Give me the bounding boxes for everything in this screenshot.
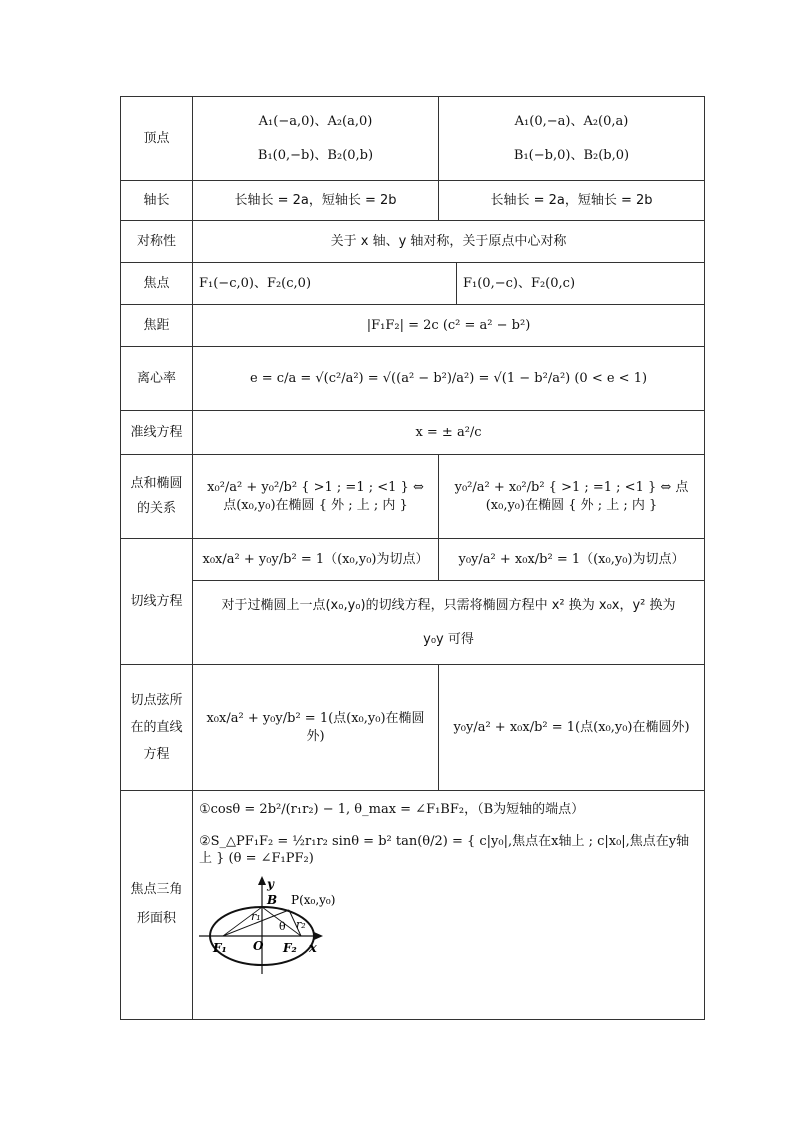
label-y: y <box>267 876 274 891</box>
label-f1: F₁ <box>213 940 227 955</box>
label-o: O <box>253 938 264 953</box>
x-axis-arrow <box>314 932 323 940</box>
row-point-relation <box>121 455 705 539</box>
label-eccentricity: 离心率 <box>121 347 193 411</box>
axis-vertical: 长轴长 = 2a，短轴长 = 2b <box>439 181 705 221</box>
row-directrix <box>121 411 705 455</box>
y-axis-arrow <box>258 876 266 885</box>
label-axis: 轴长 <box>121 181 193 221</box>
axis-horizontal: 长轴长 = 2a，短轴长 = 2b <box>193 181 439 221</box>
label-x: x <box>309 940 317 956</box>
label-r2: r₂ <box>296 917 306 931</box>
label-f2: F₂ <box>283 940 297 955</box>
vertex-horizontal <box>193 97 439 181</box>
point-relation-vertical: y₀²/a² + x₀²/b² { >1 ; =1 ; <1 } ⇔ 点(x₀,y₀)在椭圆 { 外 ; 上 ; 内 } <box>439 455 705 539</box>
chord-vertical: y₀y/a² + x₀x/b² = 1(点(x₀,y₀)在椭圆外) <box>439 665 705 791</box>
chord-horizontal: x₀x/a² + y₀y/b² = 1(点(x₀,y₀)在椭圆外) <box>193 665 439 791</box>
label-theta: θ <box>279 919 286 933</box>
label-symmetry: 对称性 <box>121 221 193 263</box>
foci-horizontal: F₁(−c,0)、F₂(c,0) <box>193 263 457 305</box>
point-relation-horizontal: x₀²/a² + y₀²/b² { >1 ; =1 ; <1 } ⇔ 点(x₀,y₀)在椭圆 { 外 ; 上 ; 内 } <box>193 455 439 539</box>
focal-triangle-item2: ②S_△PF₁F₂ = ½r₁r₂ sinθ = b² tan(θ/2) = { c|y₀|,焦点在x轴上 ; c|x₀|,焦点在y轴上 } (θ = ∠F₁PF₂) <box>199 833 690 867</box>
label-foci: 焦点 <box>121 263 193 305</box>
label-tangent: 切线方程 <box>121 539 193 665</box>
directrix-text: x = ± a²/c <box>193 411 705 455</box>
label-point-relation: 点和椭圆的关系 <box>121 455 193 539</box>
eccentricity-text: e = c/a = √(c²/a²) = √((a² − b²)/a²) = √(1 − b²/a²) (0 < e < 1) <box>193 347 705 411</box>
row-foci <box>121 263 705 305</box>
tangent-horizontal: x₀x/a² + y₀y/b² = 1（(x₀,y₀)为切点） <box>193 539 439 581</box>
vertex-h-line1: A₁(−a,0)、A₂(a,0) <box>258 113 373 129</box>
tangent-note-line2: y₀y 可得 <box>423 631 474 647</box>
vertex-h-line2: B₁(0,−b)、B₂(0,b) <box>257 147 374 163</box>
tangent-note <box>193 581 705 665</box>
label-focal-triangle: 焦点三角形面积 <box>121 791 193 1020</box>
label-chord: 切点弦所在的直线方程 <box>121 665 193 791</box>
vertex-vertical <box>439 97 705 181</box>
label-b: B <box>267 892 278 907</box>
row-vertex <box>121 97 705 181</box>
symmetry-text: 关于 x 轴、y 轴对称，关于原点中心对称 <box>193 221 705 263</box>
vertex-v-line2: B₁(−b,0)、B₂(b,0) <box>513 147 630 163</box>
row-focal-distance <box>121 305 705 347</box>
label-focal-distance: 焦距 <box>121 305 193 347</box>
row-eccentricity <box>121 347 705 411</box>
row-focal-triangle <box>121 791 705 1020</box>
row-symmetry <box>121 221 705 263</box>
row-tangent-note <box>121 581 705 665</box>
focal-distance-text: |F₁F₂| = 2c (c² = a² − b²) <box>193 305 705 347</box>
row-chord <box>121 665 705 791</box>
row-tangent-formulas <box>121 539 705 581</box>
label-directrix: 准线方程 <box>121 411 193 455</box>
ellipse-figure <box>199 874 336 978</box>
row-axis <box>121 181 705 221</box>
focal-triangle-content <box>193 791 705 1020</box>
vertex-v-line1: A₁(0,−a)、A₂(0,a) <box>514 113 629 129</box>
label-p: P(x₀,y₀) <box>291 892 336 907</box>
label-r1: r₁ <box>251 909 261 923</box>
foci-vertical: F₁(0,−c)、F₂(0,c) <box>457 263 705 305</box>
tangent-vertical: y₀y/a² + x₀x/b² = 1（(x₀,y₀)为切点） <box>439 539 705 581</box>
tangent-note-line1: 对于过椭圆上一点(x₀,y₀)的切线方程，只需将椭圆方程中 x² 换为 x₀x，y² 换为 <box>221 597 676 613</box>
ellipse-properties-table <box>120 96 705 1020</box>
focal-triangle-item1: ①cosθ = 2b²/(r₁r₂) − 1, θ_max = ∠F₁BF₂，（B为短轴的端点） <box>199 802 585 817</box>
label-vertex: 顶点 <box>121 97 193 181</box>
